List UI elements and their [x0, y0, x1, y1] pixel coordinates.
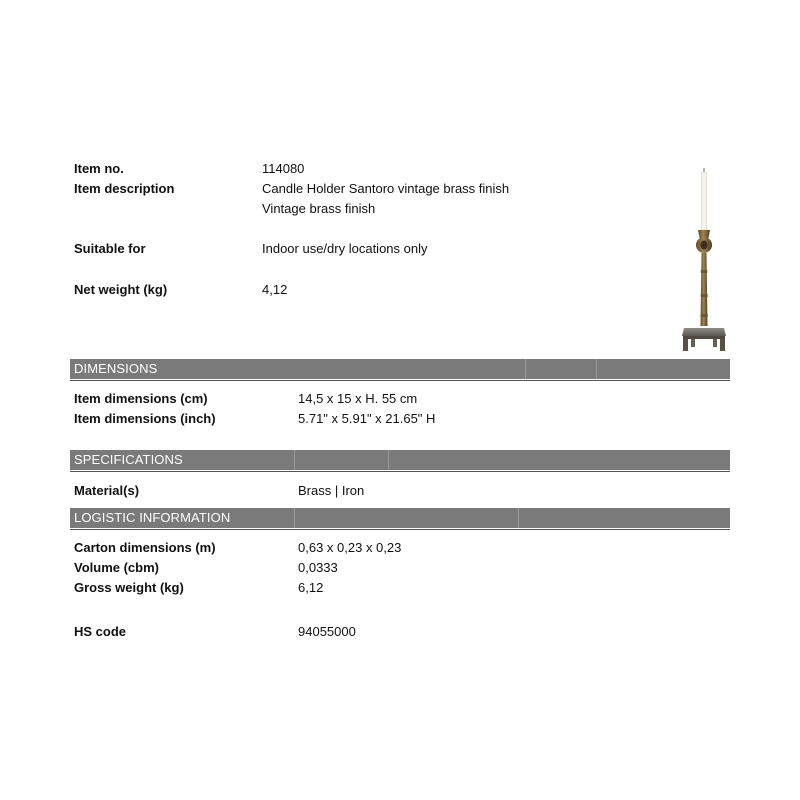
suitable-for-value: Indoor use/dry locations only: [262, 241, 428, 256]
volume-label: Volume (cbm): [74, 560, 159, 575]
gross-weight-value: 6,12: [298, 580, 324, 595]
carton-dimensions-label: Carton dimensions (m): [74, 540, 216, 555]
net-weight-value: 4,12: [262, 282, 288, 297]
material-value: Brass | Iron: [298, 483, 365, 498]
candle-holder-image: [672, 168, 732, 353]
material-label: Material(s): [74, 483, 140, 498]
section-header-logistic: [70, 508, 730, 528]
item-no-label: Item no.: [74, 161, 124, 176]
section-title-specifications: SPECIFICATIONS: [74, 452, 183, 467]
volume-value: 0,0333: [298, 560, 338, 575]
item-dimensions-cm-value: 14,5 x 15 x H. 55 cm: [298, 391, 418, 406]
section-title-logistic: LOGISTIC INFORMATION: [74, 510, 231, 525]
gross-weight-label: Gross weight (kg): [74, 580, 184, 595]
net-weight-label: Net weight (kg): [74, 282, 168, 297]
item-description-label: Item description: [74, 181, 175, 196]
item-dimensions-inch-label: Item dimensions (inch): [74, 411, 216, 426]
suitable-for-label: Suitable for: [74, 241, 146, 256]
section-title-dimensions: DIMENSIONS: [74, 361, 158, 376]
section-header-specifications: [70, 450, 730, 470]
item-description-value: Candle Holder Santoro vintage brass finish: [262, 181, 510, 196]
item-dimensions-inch-value: 5.71" x 5.91" x 21.65" H: [298, 411, 436, 426]
carton-dimensions-value: 0,63 x 0,23 x 0,23: [298, 540, 402, 555]
section-header-dimensions: [70, 359, 730, 379]
hs-code-label: HS code: [74, 624, 127, 639]
item-no-value: 114080: [262, 161, 305, 176]
item-dimensions-cm-label: Item dimensions (cm): [74, 391, 208, 406]
item-description-finish: Vintage brass finish: [262, 201, 376, 216]
hs-code-value: 94055000: [298, 624, 356, 639]
